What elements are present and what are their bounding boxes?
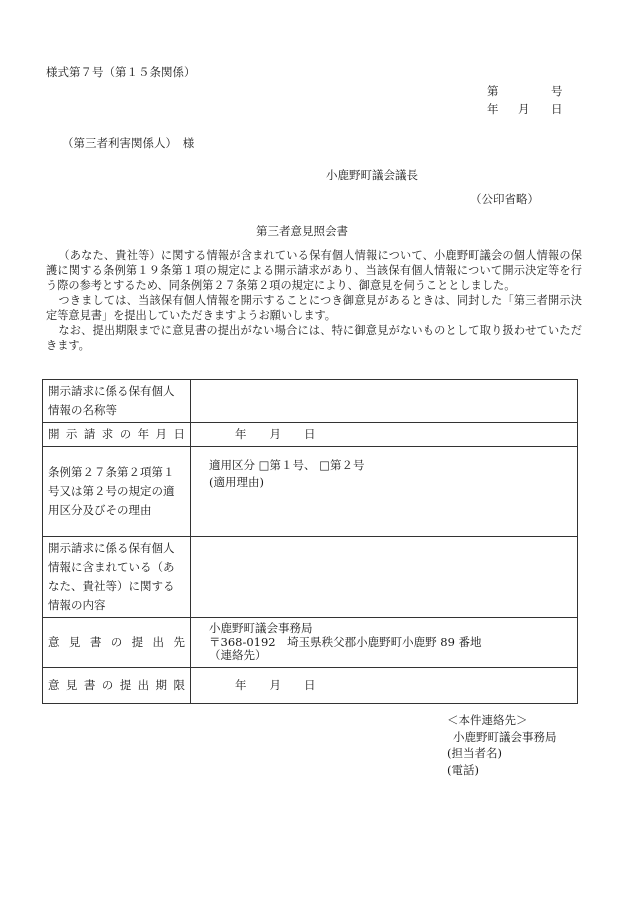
value-request-date: 年 月 日 [191,423,578,447]
seal-note: （公印省略） [470,192,539,206]
table-row [43,668,578,704]
doc-number-suffix: 号 [551,84,563,98]
date-year: 年 [487,102,499,116]
postal-address: 〒368-0192 埼玉県秩父郡小鹿野町小鹿野 89 番地 [209,634,482,649]
value-applicable-category [191,447,578,537]
inquiry-form-table [42,379,578,704]
contact-office: 小鹿野町議会事務局 [453,729,557,744]
value-submission-address [191,618,578,668]
reason-label: (適用理由) [209,474,264,489]
label-info-content: 開示請求に係る保有個人情報に含まれている（あなた、貴社等）に関する情報の内容 [43,537,191,618]
body-text [46,248,582,353]
value-requested-info-name [191,380,578,423]
form-number: 様式第７号（第１５条関係） [46,65,196,79]
contact-person: (担当者名) [447,746,502,760]
contact-block [447,712,557,778]
label-request-date: 開 示 請 求 の 年 月 日 [48,427,185,441]
contact-phone: (電話) [447,762,479,777]
table-row [43,380,578,423]
doc-number-prefix: 第 [487,84,499,98]
value-submission-deadline: 年 月 日 [191,668,578,704]
label-submission-address: 意 見 書 の 提 出 先 [48,635,185,649]
date-month: 月 [518,102,530,116]
body-paragraph-3: なお、提出期限までに意見書の提出がない場合には、特に御意見がないものとして取り扱わせていただきます。 [46,324,582,352]
document-title: 第三者意見照会書 [256,224,348,238]
body-paragraph-1: （あなた、貴社等）に関する情報が含まれている保有個人情報について、小鹿野町議会の個人情報の保護に関する条例第１９条第１項の規定による開示請求があり、当該保有個人情報について開示決定等を行う際の参考とするため、同条例第２７条第２項の規定により、御意見を伺うこととしました。 [46,249,582,292]
table-row [43,447,578,537]
category-checkboxes: 適用区分 □第１号、 □第２号 [209,457,365,472]
sender-title: 小鹿野町議会議長 [326,168,418,182]
contact-heading: ＜本件連絡先＞ [447,713,528,727]
office-name: 小鹿野町議会事務局 [209,621,313,636]
table-row [43,618,578,668]
table-row [43,423,578,447]
label-submission-deadline: 意 見 書 の 提 出 期 限 [48,678,185,692]
date-day: 日 [551,102,563,116]
label-requested-info-name: 開示請求に係る保有個人情報の名称等 [43,380,191,423]
label-applicable-category: 条例第２７条第２項第１号又は第２号の規定の適用区分及びその理由 [43,447,191,537]
body-paragraph-2: つきましては、当該保有個人情報を開示することにつき御意見があるときは、同封した「第三者開示決定等意見書」を提出していただきますようお願いします。 [46,294,582,322]
table-row [43,537,578,618]
addressee: （第三者利害関係人） 様 [62,136,195,150]
value-info-content [191,537,578,618]
contact-label: （連絡先） [209,648,267,663]
